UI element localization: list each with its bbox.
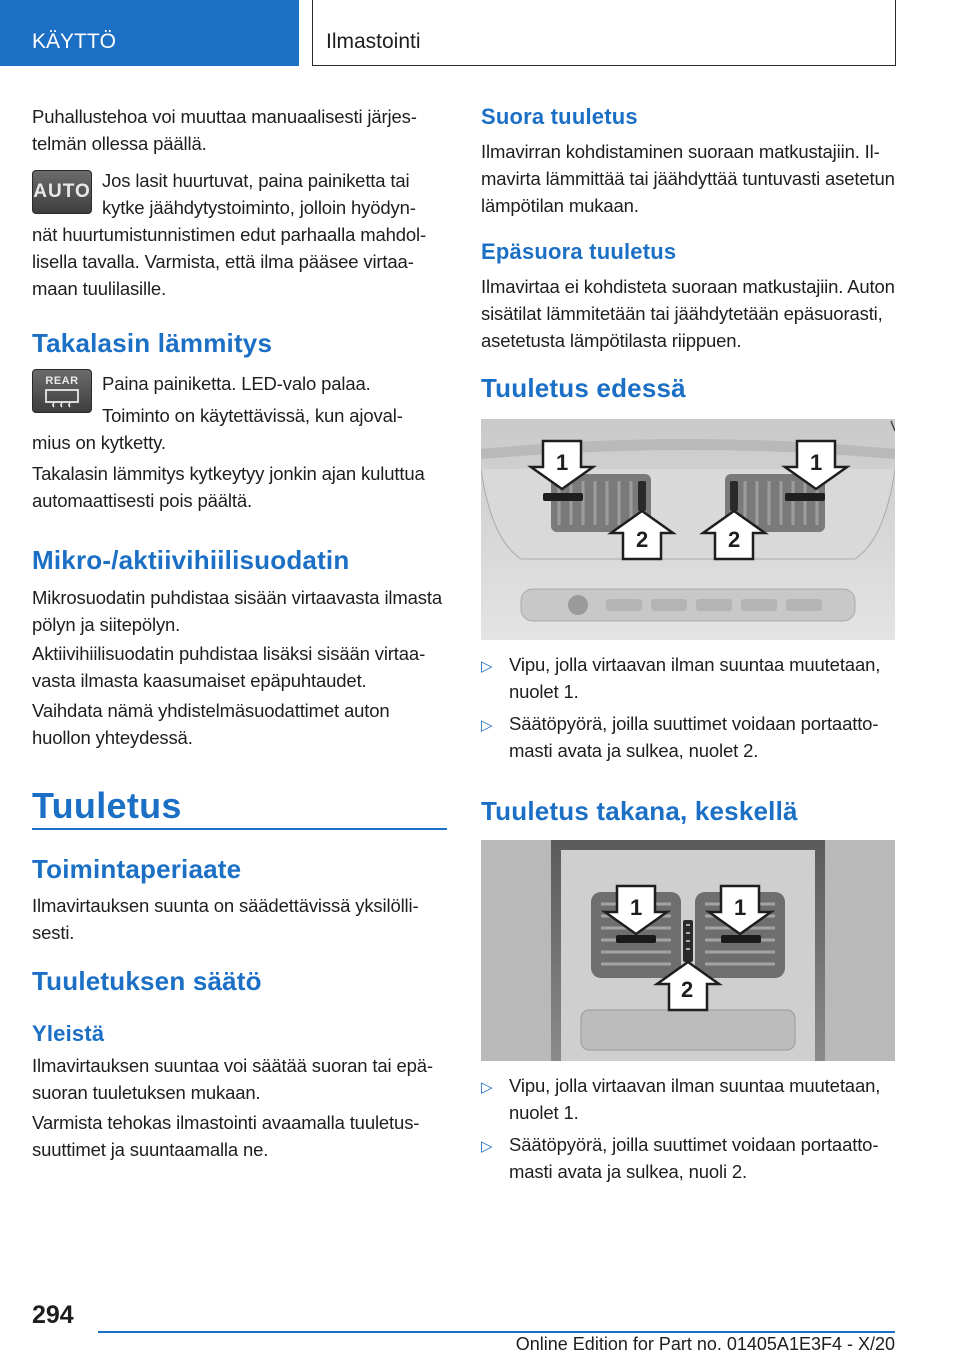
heading-ventilation: Tuuletus (32, 785, 182, 826)
front-bullet-2-mark: ▷ (481, 717, 493, 734)
auto-button-label: AUTO (33, 181, 91, 202)
heading-filter: Mikro-/aktiivihiilisuodatin (32, 545, 350, 575)
rear-bullet-2-mark: ▷ (481, 1138, 493, 1155)
front-vent-photo (481, 419, 895, 640)
rear-label-1b: 1 (734, 895, 747, 920)
rear-vent-illustration (481, 840, 895, 1061)
paragraph-efficient: Varmista tehokas ilmastointi avaamalla tuuletussuuttimet ja suuntaamalla ne. (32, 1112, 420, 1160)
rear-vent-photo (481, 840, 895, 1061)
rear-button-label: REAR (45, 375, 79, 387)
rear-defrost-icon (42, 388, 82, 408)
paragraph-fogging-rest: nät huurtumistunnistimen edut parhaalla mahdol- lisella tavalla. Varmista, että ilma pääsee virtaa- maan tuulilasille. (32, 224, 427, 299)
heading-ventilation-rule (32, 828, 447, 830)
footer-edition: Online Edition for Part no. 01405A1E3F4 - X/20 (515, 1334, 895, 1354)
heading-rear-window-heating: Takalasin lämmitys (32, 328, 273, 358)
front-bullet-2: Säätöpyörä, joilla suuttimet voidaan portaattomasti avata ja sulkea, nuolet 2. (509, 713, 879, 761)
rear-label-2: 2 (681, 977, 694, 1002)
paragraph-availability-line2: mius on kytketty. (32, 432, 166, 453)
paragraph-carbon-filter: Aktiivihiilisuodatin puhdistaa lisäksi sisään virtaavasta ilmasta kaasumaiset epäpuhtaudet. (32, 643, 426, 691)
paragraph-auto-off: Takalasin lämmitys kytkeytyy jonkin ajan kuluttua automaattisesti pois päältä. (32, 463, 425, 511)
paragraph-direct-ventilation: Ilmavirran kohdistaminen suoraan matkustajiin. Ilmavirta lämmittää tai jäähdyttää tuntuvasti asetetun lämpötilan mukaan. (481, 141, 895, 216)
paragraph-principle: Ilmavirtauksen suunta on säädettävissä yksilöllisesti. (32, 895, 419, 943)
rear-bullet-1-mark: ▷ (481, 1079, 493, 1096)
footer-rule (98, 1331, 895, 1333)
heading-ventilation-adjust: Tuuletuksen säätö (32, 966, 262, 996)
paragraph-availability-line1: Toiminto on käytettävissä, kun ajoval- (102, 405, 403, 426)
front-label-1b: 1 (810, 450, 823, 475)
front-label-2a: 2 (636, 527, 649, 552)
paragraph-fan-power: Puhallustehoa voi muuttaa manuaalisesti järjestelmän ollessa päällä. (32, 106, 417, 154)
header-section-tab (0, 0, 299, 66)
front-bullet-1-mark: ▷ (481, 658, 493, 675)
header-section-label: KÄYTTÖ (32, 30, 117, 53)
page-number: 294 (32, 1301, 74, 1329)
paragraph-replace-filter: Vaihdata nämä yhdistelmäsuodattimet auton huollon yhteydessä. (32, 700, 390, 748)
heading-rear-center-ventilation: Tuuletus takana, keskellä (481, 796, 798, 826)
paragraph-fogging (32, 167, 447, 302)
rear-defrost-button-icon (32, 369, 92, 413)
header-chapter-label: Ilmastointi (326, 30, 421, 53)
heading-direct-ventilation: Suora tuuletus (481, 104, 638, 129)
paragraph-fogging-line1: Jos lasit huurtuvat, paina painiketta tai kytke jäähdytystoiminto, jolloin hyödyn- (102, 170, 416, 218)
front-label-2b: 2 (728, 527, 741, 552)
header-chapter-tab (312, 0, 896, 66)
front-vent-illustration (481, 419, 895, 640)
heading-principle: Toimintaperiaate (32, 854, 242, 884)
front-label-1a: 1 (556, 450, 569, 475)
heading-general: Yleistä (32, 1021, 105, 1046)
rear-bullet-1: Vipu, jolla virtaavan ilman suuntaa muutetaan, nuolet 1. (509, 1075, 881, 1123)
rear-label-1a: 1 (630, 895, 643, 920)
front-bullet-1: Vipu, jolla virtaavan ilman suuntaa muutetaan, nuolet 1. (509, 654, 881, 702)
paragraph-direction: Ilmavirtauksen suuntaa voi säätää suoran tai epäsuoran tuuletuksen mukaan. (32, 1055, 434, 1103)
heading-front-ventilation: Tuuletus edessä (481, 373, 686, 403)
paragraph-microfilter: Mikrosuodatin puhdistaa sisään virtaavasta ilmasta pölyn ja siitepölyn. (32, 587, 442, 635)
paragraph-indirect-ventilation: Ilmavirtaa ei kohdisteta suoraan matkustajiin. Auton sisätilat lämmitetään tai jäähdytetään epäsuorasti, asetetusta lämpötilasta riippuen. (481, 276, 895, 351)
rear-bullet-2: Säätöpyörä, joilla suuttimet voidaan portaattomasti avata ja sulkea, nuoli 2. (509, 1134, 879, 1182)
heading-indirect-ventilation: Epäsuora tuuletus (481, 239, 677, 264)
paragraph-press-button: Paina painiketta. LED-valo palaa. (102, 373, 371, 394)
